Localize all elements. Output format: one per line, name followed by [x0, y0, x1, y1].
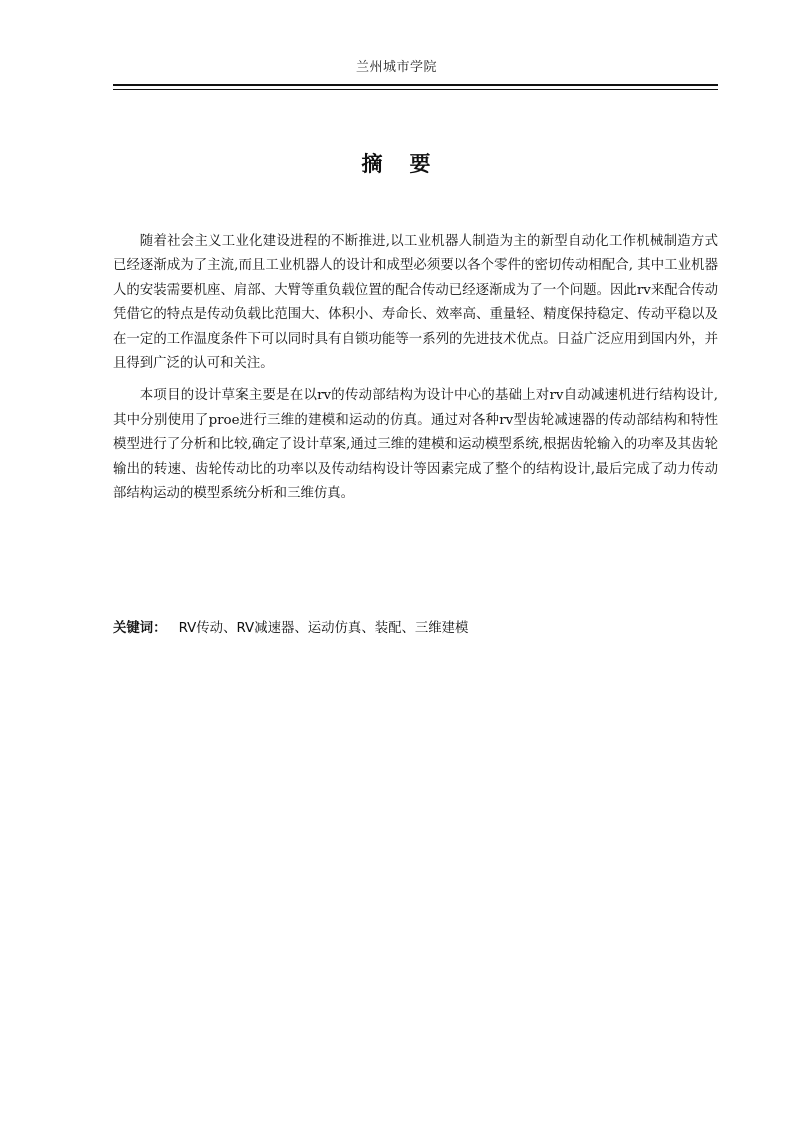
abstract-title [0, 148, 793, 178]
abstract-title-part2: 要 [409, 152, 432, 176]
page-header-institution: 兰州城市学院 [355, 60, 437, 75]
keywords-line [113, 617, 718, 636]
keywords-label: 关键词： [113, 621, 167, 636]
abstract-paragraph-1: 随着社会主义工业化建设进程的不断推进,以工业机器人制造为主的新型自动化工作机械制造方式已经逐渐成为了主流,而且工业机器人的设计和成型必须要以各个零件的密切传动相配合, 其中工业机器人的安装需要机座、肩部、大臂等重负载位置的配合传动已经逐渐成为了一个问题。因此rv来配合传动凭借它的特点是传动负载比范围大、体积小、寿命长、效率高、重量轻、精度保持稳定、传动平稳以及在一定的工作温度条件下可以同时具有自锁功能等一系列的先进技术优点。日益广泛应用到国内外，并且得到广泛的认可和关注。 [113, 234, 718, 372]
abstract-title-part1: 摘 [361, 152, 384, 176]
header-rule-thick [113, 84, 718, 86]
header-rule-thin [113, 89, 718, 90]
abstract-paragraph-2: 本项目的设计草案主要是在以rv的传动部结构为设计中心的基础上对rv自动减速机进行结构设计,其中分别使用了proe进行三维的建模和运动的仿真。通过对各种rv型齿轮减速器的传动部结构和特性模型进行了分析和比较,确定了设计草案,通过三维的建模和运动模型系统,根据齿轮输入的功率及其齿轮输出的转速、齿轮传动比的功率以及传动结构设计等因素完成了整个的结构设计,最后完成了动力传动部结构运动的模型系统分析和三维仿真。 [113, 388, 718, 502]
abstract-body [113, 230, 718, 514]
keywords-value: RV传动、RV减速器、运动仿真、装配、三维建模 [178, 621, 469, 636]
